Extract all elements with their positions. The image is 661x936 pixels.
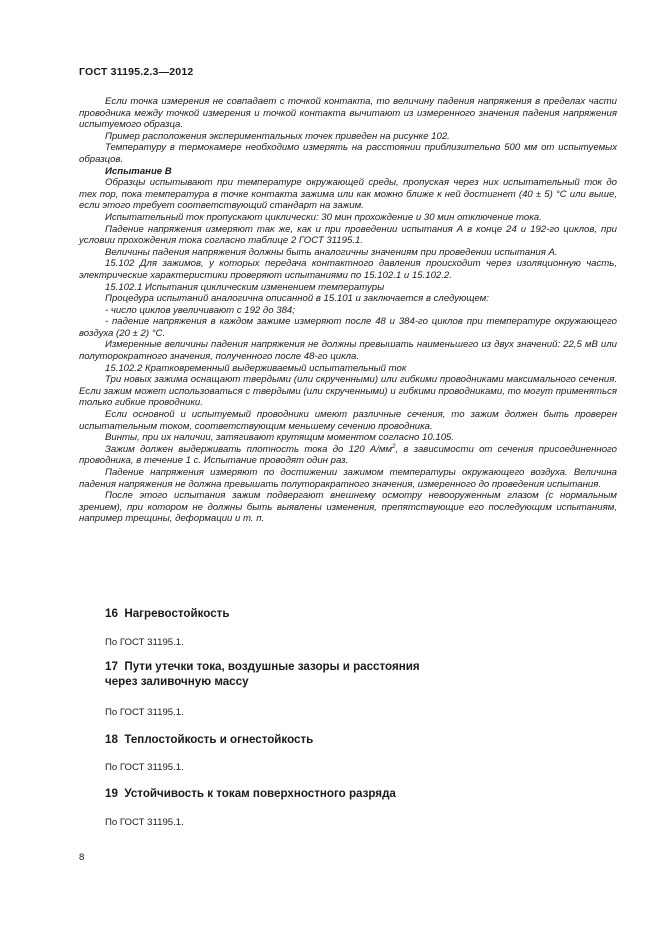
- density-text-end: , в зависимости от сечения присоединенного проводника, в течение 1 с. Испытание проводят один раз.: [79, 443, 617, 467]
- section-number: 17: [105, 660, 118, 673]
- paragraph: Величины падения напряжения должны быть аналогичны значениям при проведении испытания А.: [105, 246, 558, 258]
- clause-title: 15.102.1 Испытания циклическим изменением температуры: [105, 281, 385, 293]
- section-18-heading: [105, 732, 313, 747]
- section-title: Устойчивость к токам поверхностного разряда: [124, 787, 396, 800]
- section-number: 18: [105, 733, 118, 746]
- section-title-line1: Пути утечки тока, воздушные зазоры и расстояния: [124, 660, 420, 673]
- paragraph: Измеренные величины падения напряжения не должны превышать наименьшего из двух значений: 22,5 мВ или полуторократного значения, полученного после 48-го цикла.: [79, 339, 617, 363]
- document-header: ГОСТ 31195.2.3—2012: [79, 66, 194, 78]
- paragraph: После этого испытания зажим подвергают внешнему осмотру невооруженным глазом (с нормальным зрением), при котором не должны быть выявлены изменения, препятствующие его последующим испытаниям, например трещины, деформации и т. п.: [79, 490, 617, 525]
- paragraph: Образцы испытывают при температуре окружающей среды, пропуская через них испытательный ток до тех пор, пока температура в точке контакта зажима или как можно ближе к ней достигнет (40 ± 5) °С или выше, если этого требует соответствующий стандарт на зажим.: [79, 177, 617, 212]
- section-number: 19: [105, 787, 118, 800]
- density-superscript: 2: [392, 443, 396, 450]
- page-number: 8: [79, 852, 85, 863]
- subheading-test-b: Испытание В: [105, 165, 172, 177]
- paragraph: Падение напряжения измеряют по достижении зажимом температуры окружающего воздуха. Величина падения напряжения не должна превышать полуторакратного значения, измеренного до проведения испытания.: [79, 467, 617, 490]
- section-18-reference: По ГОСТ 31195.1.: [105, 762, 184, 773]
- clause-title: 15.102.2 Кратковременный выдерживаемый испытательный ток: [105, 362, 407, 374]
- paragraph: 15.102 Для зажимов, у которых передача контактного давления происходит через изоляционную часть, электрические характеристики проверяют испытаниями по 15.102.1 и 15.102.2.: [79, 258, 617, 281]
- paragraph: Пример расположения экспериментальных точек приведен на рисунке 102.: [105, 130, 450, 142]
- paragraph: Падение напряжения измеряют так же, как и при проведении испытания А в конце 24 и 192-го циклов, при условии прохождения тока согласно таблице 2 ГОСТ 31195.1.: [79, 223, 617, 247]
- section-title: Нагревостойкость: [124, 607, 230, 620]
- paragraph: Три новых зажима оснащают твердыми (или скрученными) или гибкими проводниками максимального сечения. Если зажим может использоваться с твердыми (или скрученными) и гибкими проводниками, то могут применяться только гибкие проводники.: [79, 374, 617, 409]
- paragraph: Процедура испытаний аналогична описанной в 15.101 и заключается в следующем:: [105, 293, 489, 305]
- section-title-line2: через заливочную массу: [105, 675, 249, 688]
- list-item: - падение напряжения в каждом зажиме измеряют после 48 и 384-го циклов при температуре окружающего воздуха (20 ± 2) °С.: [79, 316, 617, 339]
- paragraph-current-density: [79, 444, 617, 467]
- paragraph: Температуру в термокамере необходимо измерять на расстоянии приблизительно 500 мм от испытуемых образцов.: [79, 142, 617, 165]
- section-19-heading: [105, 786, 396, 801]
- section-title: Теплостойкость и огнестойкость: [124, 733, 314, 746]
- section-19-reference: По ГОСТ 31195.1.: [105, 817, 184, 828]
- paragraph: Если основной и испытуемый проводники имеют различные сечения, то зажим должен быть проверен испытательным током, соответствующим меньшему сечению проводника.: [79, 409, 617, 432]
- section-16-heading: [105, 606, 229, 621]
- list-item: - число циклов увеличивают с 192 до 384;: [105, 304, 295, 316]
- density-text-start: Зажим должен выдерживать плотность тока до 120 А/мм: [105, 443, 393, 455]
- paragraph: Если точка измерения не совпадает с точкой контакта, то величину падения напряжения в пределах части проводника между точкой измерения и точкой контакта вычитают из измеренного значения падения напряжения испытуемого образца.: [79, 96, 617, 131]
- section-number: 16: [105, 607, 118, 620]
- paragraph: Винты, при их наличии, затягивают крутящим моментом согласно 10.105.: [105, 432, 455, 444]
- paragraph: Испытательный ток пропускают циклически: 30 мин прохождение и 30 мин отключение тока.: [105, 211, 542, 223]
- section-17-reference: По ГОСТ 31195.1.: [105, 707, 184, 718]
- section-16-reference: По ГОСТ 31195.1.: [105, 637, 184, 648]
- document-body: [79, 96, 617, 525]
- section-17-heading: [105, 659, 420, 689]
